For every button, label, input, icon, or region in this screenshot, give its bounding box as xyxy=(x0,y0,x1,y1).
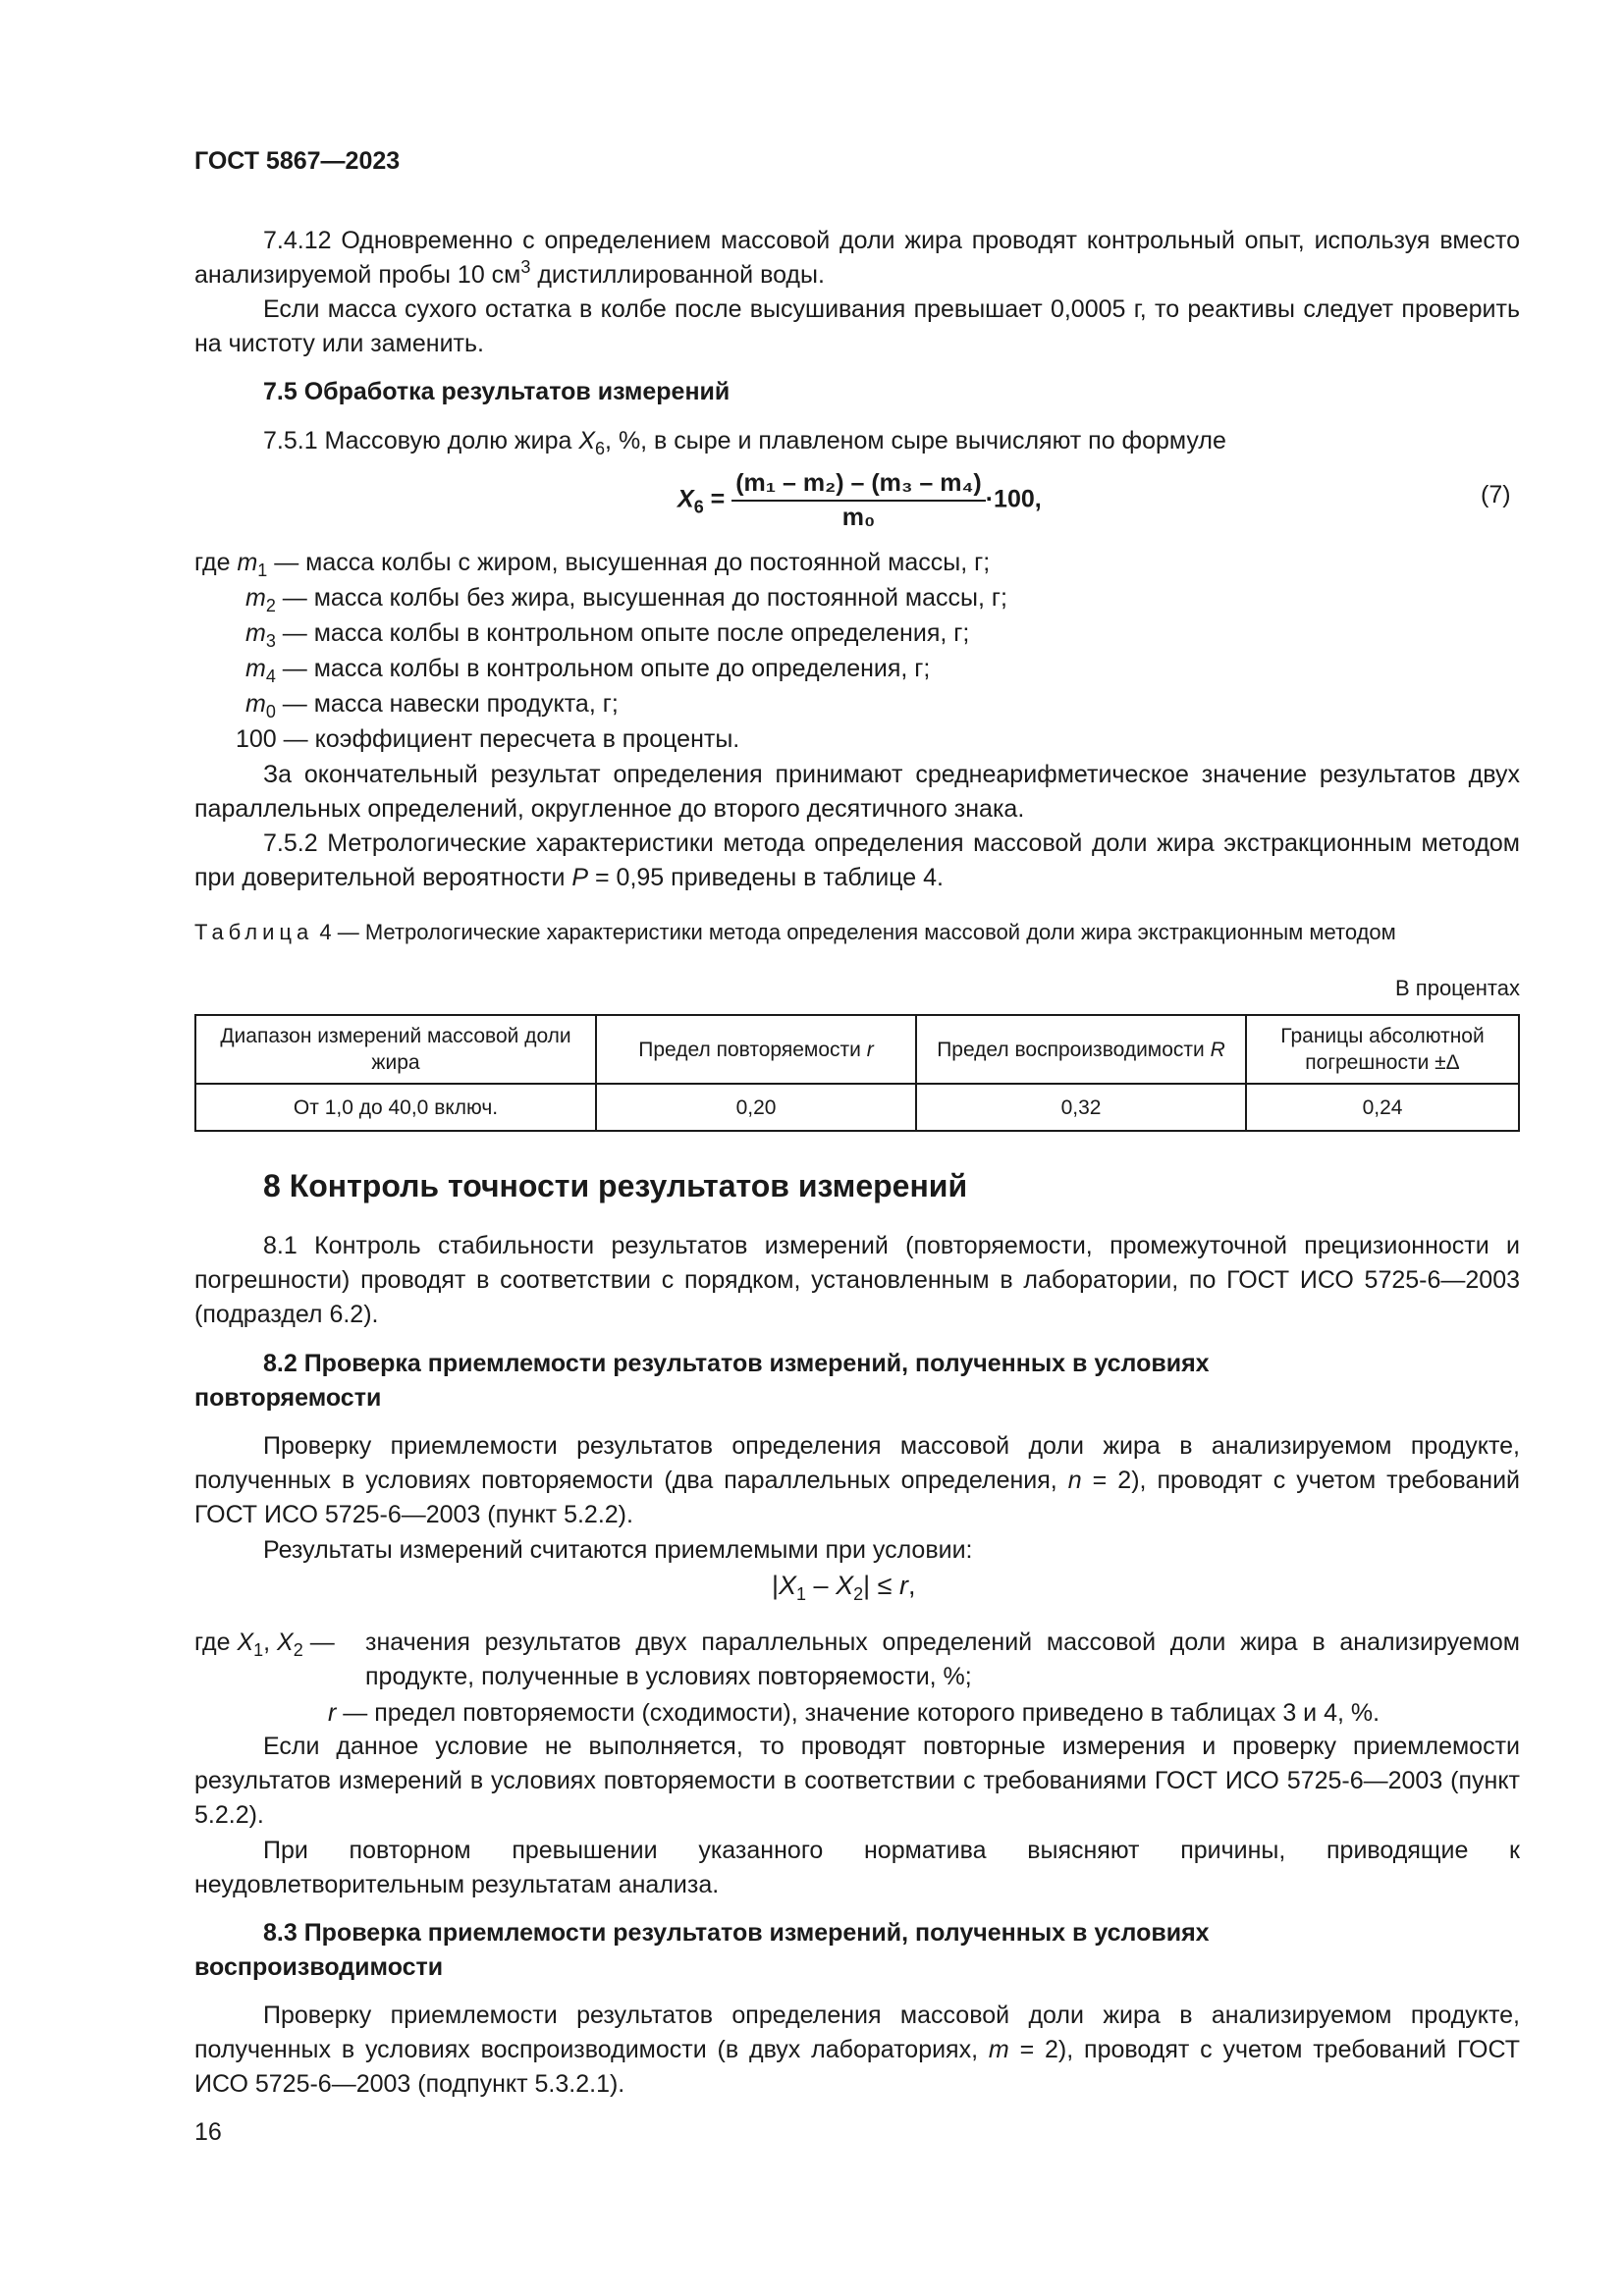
legend2-text: значения результатов двух параллельных определений массовой доли жира в анализируемом продукте, полученные в условиях повторяемости, %; xyxy=(365,1629,1520,1690)
paragraph-7-5-1: 7.5.1 Массовую долю жира $X_6$, %, в сыре и плавленом сыре вычисляют по формуле xyxy=(263,427,1226,458)
table-header-row xyxy=(195,1015,1519,1084)
paragraph-final-result: За окончательный результат определения принимают среднеарифметическое значение результатов двух параллельных определений, округленное до второго десятичного знака. xyxy=(194,761,1520,823)
document-header: ГОСТ 5867—2023 xyxy=(194,147,401,175)
paragraph-7-5-2: 7.5.2 Метрологические характеристики метода определения массовой доли жира экстракционным методом при доверительной вероятности P = 0,95 приведены в таблице 4. xyxy=(194,829,1520,891)
paragraph-8-2-b: Результаты измерений считаются приемлемыми при условии: xyxy=(263,1536,973,1564)
legend-item: $m_3$ — масса колбы в контрольном опыте после определения, г; xyxy=(245,619,970,651)
paragraph-8-3: Проверку приемлемости результатов определения массовой доли жира в анализируемом продукте, полученных в условиях воспроизводимости (в двух лабораториях, m = 2), проводят с учетом требований ГОСТ ИСО 5725-6—2003 (подпункт 5.3.2.1). xyxy=(194,2002,1520,2098)
paragraph-8-2-c: Если данное условие не выполняется, то проводят повторные измерения и проверку приемлемости результатов измерений в условиях повторяемости в соответствии с требованиями ГОСТ ИСО 5725-6—2003 (пункт 5.2.2). xyxy=(194,1733,1520,1829)
formula-7: $X_6$ = $\frac{\text{(m₁ – m₂) – (m₃ – m₄)}}{\text{m₀}}$ ·100, xyxy=(677,469,1042,531)
legend-item: $m_2$ — масса колбы без жира, высушенная до постоянной массы, г; xyxy=(245,584,1007,615)
paragraph-8-2-d: При повторном превышении указанного норматива выясняют причины, приводящие к неудовлетворительным результатам анализа. xyxy=(194,1837,1520,1898)
table-4-units: В процентах xyxy=(1395,976,1520,1000)
condition-formula: $|X_1 - X_2| \le r$, xyxy=(772,1571,916,1604)
page-number: 16 xyxy=(194,2118,222,2146)
heading-8-2: 8.2 Проверка приемлемости результатов измерений, полученных в условиях повторяемости xyxy=(194,1350,1210,1412)
paragraph-7-4-12: 7.4.12 Одновременно с определением массовой доли жира проводят контрольный опыт, используя вместо анализируемой пробы 10 $см^3$ дистиллированной воды. xyxy=(194,227,1520,289)
paragraph-8-2-a: Проверку приемлемости результатов определения массовой доли жира в анализируемом продукте, полученных в условиях повторяемости (два параллельных определения, n = 2), проводят с учетом требований ГОСТ ИСО 5725-6—2003 (пункт 5.2.2). xyxy=(194,1432,1520,1528)
paragraph-8-1: 8.1 Контроль стабильности результатов измерений (повторяемости, промежуточной прецизионности и погрешности) проводят в соответствии с порядком, установленным в лаборатории, по ГОСТ ИСО 5725-6—2003 (подраздел 6.2). xyxy=(194,1232,1520,1328)
table-4 xyxy=(194,1014,1520,1132)
table-cell: От 1,0 до 40,0 включ. xyxy=(195,1084,596,1131)
header-cell: Предел повторяемости r xyxy=(596,1015,916,1084)
formula-fraction: $\frac{\text{(m₁ – m₂) – (m₃ – m₄)}}{\text{m₀}}$ xyxy=(731,469,986,532)
table-cell: 0,24 xyxy=(1246,1084,1519,1131)
header-cell: Диапазон измерений массовой доли жира xyxy=(195,1015,596,1084)
header-cell: Предел воспроизводимости R xyxy=(916,1015,1246,1084)
heading-section-8: 8 Контроль точности результатов измерений xyxy=(263,1168,968,1203)
legend-item: $m_0$ — масса навески продукта, г; xyxy=(245,690,619,721)
legend2-lead: где $X_1$, $X_2$ — xyxy=(194,1629,335,1660)
table-4-title: Таблица 4 — Метрологические характеристики метода определения массовой доли жира экстракционным методом xyxy=(194,920,1396,944)
table-cell: 0,20 xyxy=(596,1084,916,1131)
paragraph-residue: Если масса сухого остатка в колбе после высушивания превышает 0,0005 г, то реактивы следует проверить на чистоту или заменить. xyxy=(194,295,1520,357)
legend-item: 100 — коэффициент пересчета в проценты. xyxy=(236,725,740,753)
legend-item: где $m_1$ — масса колбы с жиром, высушенная до постоянной массы, г; xyxy=(194,549,991,580)
legend2-r: r — предел повторяемости (сходимости), значение которого приведено в таблицах 3 и 4, %. xyxy=(328,1699,1380,1727)
formula-number: (7) xyxy=(1481,481,1511,508)
table-row xyxy=(195,1084,1519,1131)
table-cell: 0,32 xyxy=(916,1084,1246,1131)
legend-item: $m_4$ — масса колбы в контрольном опыте до определения, г; xyxy=(245,655,931,686)
heading-8-3: 8.3 Проверка приемлемости результатов измерений, полученных в условиях воспроизводимости xyxy=(194,1919,1210,1981)
header-cell: Границы абсолютной погрешности ±Δ xyxy=(1246,1015,1519,1084)
heading-7-5: 7.5 Обработка результатов измерений xyxy=(263,378,731,405)
